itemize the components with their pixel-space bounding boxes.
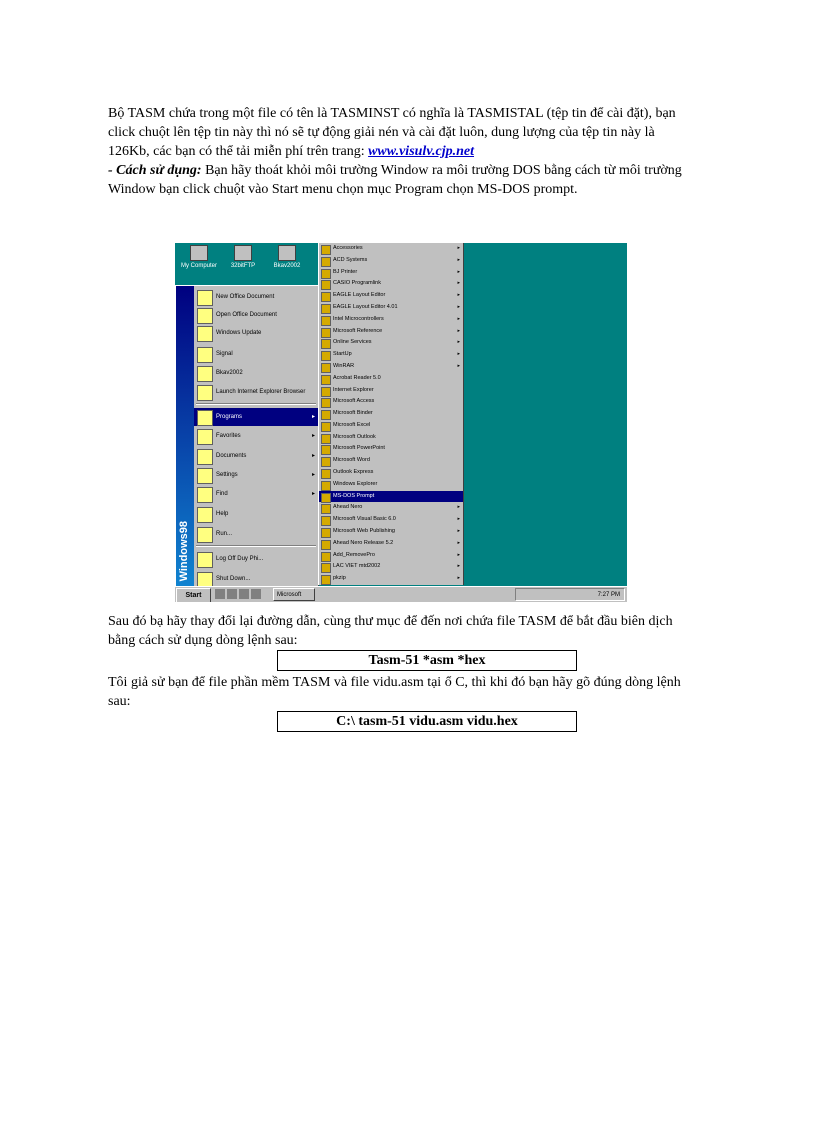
program-label: Ahead Nero Release 5.2 — [333, 539, 394, 546]
menu-item-icon — [197, 410, 213, 426]
quicklaunch-ie-icon[interactable] — [215, 589, 225, 599]
program-label: Windows Explorer — [333, 480, 378, 487]
programs-menu-item[interactable] — [319, 278, 463, 290]
program-icon — [321, 316, 331, 326]
submenu-arrow-icon: ▸ — [457, 563, 460, 570]
menu-separator — [196, 545, 316, 547]
program-label: CASIO Programlink — [333, 280, 381, 287]
submenu-arrow-icon: ▸ — [457, 315, 460, 322]
menu-item-label: Log Off Duy Phi... — [216, 556, 264, 562]
program-icon — [321, 481, 331, 491]
start-menu-item[interactable] — [194, 345, 318, 363]
programs-menu-item[interactable] — [319, 443, 463, 455]
menu-item-icon — [197, 449, 213, 465]
program-label: Add_RemovePro — [333, 551, 375, 558]
program-icon — [321, 387, 331, 397]
submenu-arrow-icon: ▸ — [457, 256, 460, 263]
submenu-arrow-icon: ▸ — [457, 245, 460, 251]
program-label: StartUp — [333, 351, 352, 358]
program-icon — [321, 422, 331, 432]
start-menu-item[interactable] — [194, 383, 318, 401]
programs-menu-item[interactable] — [319, 267, 463, 279]
programs-menu-item[interactable] — [319, 290, 463, 302]
program-label: EAGLE Layout Editor — [333, 292, 386, 299]
menu-item-icon — [197, 347, 213, 363]
menu-item-label: Windows Update — [216, 330, 262, 336]
start-menu-item[interactable] — [194, 306, 318, 324]
programs-menu-item[interactable] — [319, 573, 463, 585]
submenu-arrow-icon: ▸ — [457, 327, 460, 334]
programs-menu-item[interactable] — [319, 467, 463, 479]
programs-menu-item[interactable] — [319, 396, 463, 408]
menu-item-icon — [197, 507, 213, 523]
menu-item-label: Help — [216, 511, 229, 517]
program-icon — [321, 445, 331, 455]
program-label: ACD Systems — [333, 256, 368, 263]
program-label: Intel Microcontrollers — [333, 315, 384, 322]
program-label: Microsoft Word — [333, 457, 370, 464]
programs-menu-item[interactable] — [319, 326, 463, 338]
desktop-icon-ftp: 32bitFTP — [219, 245, 267, 269]
program-icon — [321, 304, 331, 314]
start-menu-item[interactable] — [194, 447, 318, 465]
start-menu-item[interactable] — [194, 364, 318, 382]
menu-item-label: Signal — [216, 351, 233, 357]
menu-item-label: Programs — [216, 414, 243, 420]
submenu-arrow-icon: ▸ — [457, 504, 460, 511]
program-label: MS-DOS Prompt — [333, 492, 375, 499]
program-label: Outlook Express — [333, 469, 374, 476]
programs-menu — [318, 243, 464, 585]
menu-item-label: Bkav2002 — [216, 370, 243, 376]
program-icon — [321, 575, 331, 585]
taskbar — [175, 586, 627, 602]
program-icon — [321, 292, 331, 302]
programs-menu-item[interactable] — [319, 561, 463, 573]
submenu-arrow-icon: ▸ — [457, 303, 460, 310]
start-menu-item[interactable] — [194, 485, 318, 503]
menu-separator — [196, 403, 316, 405]
program-label: Microsoft Outlook — [333, 433, 376, 440]
program-icon — [321, 280, 331, 290]
programs-menu-item[interactable] — [319, 455, 463, 467]
intro-text: Bộ TASM chứa trong một file có tên là TASMINST có nghĩa là TASMISTAL (tệp tin để cài đặt), bạn click chuột lên tệp tin này thì nó sẽ tự động giải nén và cài đặt luôn, dung lượng của tệp tin này là 126Kb, các bạn có thể tải miễn phí trên trang: — [108, 106, 676, 159]
taskbar-button-word[interactable]: Microsoft — [273, 588, 315, 601]
program-label: BJ Printer — [333, 268, 358, 275]
program-icon — [321, 363, 331, 373]
menu-item-icon — [197, 290, 213, 306]
menu-item-label: New Office Document — [216, 294, 275, 300]
program-icon — [321, 351, 331, 361]
submenu-arrow-icon: ▸ — [457, 528, 460, 535]
quicklaunch-channels-icon[interactable] — [251, 589, 261, 599]
computer-icon — [190, 245, 208, 261]
menu-item-label: Run... — [216, 531, 233, 537]
programs-menu-item[interactable] — [319, 255, 463, 267]
menu-item-icon — [197, 429, 213, 445]
start-menu-item[interactable] — [194, 324, 318, 342]
menu-item-label: Settings — [216, 472, 238, 478]
programs-menu-item[interactable] — [319, 432, 463, 444]
programs-menu-item[interactable] — [319, 373, 463, 385]
programs-menu-item[interactable] — [319, 538, 463, 550]
menu-item-label: Find — [216, 491, 228, 497]
program-label: Microsoft Excel — [333, 421, 371, 428]
program-label: Microsoft Web Publishing — [333, 528, 395, 535]
submenu-arrow-icon: ▸ — [311, 472, 315, 478]
program-label: Online Services — [333, 339, 372, 346]
submenu-arrow-icon: ▸ — [457, 551, 460, 558]
start-menu-item[interactable] — [194, 505, 318, 523]
submenu-arrow-icon: ▸ — [457, 539, 460, 546]
program-icon — [321, 257, 331, 267]
antivirus-icon — [278, 245, 296, 261]
start-menu-item[interactable] — [194, 466, 318, 484]
command-box-2: C:\ tasm-51 vidu.asm vidu.hex — [277, 711, 577, 732]
submenu-arrow-icon: ▸ — [457, 575, 460, 582]
menu-item-icon — [197, 487, 213, 503]
program-icon — [321, 398, 331, 408]
start-menu-item[interactable] — [194, 288, 318, 306]
program-label: Microsoft Reference — [333, 327, 383, 334]
menu-item-icon — [197, 468, 213, 484]
usage-heading: - Cách sử dụng: — [108, 163, 202, 178]
program-label: Microsoft PowerPoint — [333, 445, 385, 452]
menu-item-label: Shut Down... — [216, 576, 251, 582]
program-label: Ahead Nero — [333, 504, 363, 511]
programs-menu-item[interactable] — [319, 361, 463, 373]
submenu-arrow-icon: ▸ — [311, 491, 315, 497]
start-menu-item[interactable] — [194, 525, 318, 543]
program-label: Microsoft Binder — [333, 410, 373, 417]
program-icon — [321, 552, 331, 562]
program-label: LAC VIET mtd2002 — [333, 563, 381, 570]
instruction-paragraph: Tôi giả sử bạn để file phần mềm TASM và file vidu.asm tại ổ C, thì khi đó bạn hãy gõ đúng dòng lệnh sau: — [108, 675, 681, 709]
desktop-icon-bkav: Bkav2002 — [263, 245, 311, 269]
programs-menu-item[interactable] — [319, 337, 463, 349]
start-menu — [175, 285, 319, 588]
program-label: pkzip — [333, 575, 346, 582]
menu-item-label: Documents — [216, 453, 247, 459]
program-label: WinRAR — [333, 362, 355, 369]
intro-paragraph — [108, 104, 698, 199]
clock: 7:27 PM — [597, 592, 620, 598]
command-box-1: Tasm-51 *asm *hex — [277, 650, 577, 671]
program-icon — [321, 410, 331, 420]
menu-item-label: Open Office Document — [216, 312, 277, 318]
submenu-arrow-icon: ▸ — [311, 453, 315, 459]
ftp-icon — [234, 245, 252, 261]
submenu-arrow-icon: ▸ — [457, 280, 460, 287]
programs-menu-item[interactable] — [319, 420, 463, 432]
menu-item-icon — [197, 385, 213, 401]
start-button[interactable]: Start — [176, 588, 211, 602]
menu-item-label: Launch Internet Explorer Browser — [216, 389, 306, 395]
submenu-arrow-icon: ▸ — [457, 268, 460, 275]
programs-menu-item[interactable] — [319, 385, 463, 397]
programs-menu-item[interactable] — [319, 349, 463, 361]
website-link[interactable]: www.visulv.cjp.net — [368, 144, 475, 159]
program-label: Acrobat Reader 5.0 — [333, 374, 381, 381]
windows98-banner: Windows98 — [176, 286, 194, 587]
windows98-screenshot — [175, 243, 627, 602]
submenu-arrow-icon: ▸ — [457, 292, 460, 299]
programs-menu-item[interactable] — [319, 526, 463, 538]
program-icon — [321, 269, 331, 279]
programs-menu-item[interactable] — [319, 243, 463, 255]
programs-menu-item[interactable] — [319, 408, 463, 420]
usage-text: Bạn hãy thoát khỏi môi trường Window ra môi trường DOS bằng cách từ môi trường Window bạn click chuột vào Start menu chọn mục Program chọn MS-DOS prompt. — [108, 163, 682, 197]
quicklaunch-desktop-icon[interactable] — [227, 589, 237, 599]
start-menu-item[interactable] — [194, 550, 318, 568]
menu-item-icon — [197, 552, 213, 568]
start-menu-item[interactable] — [194, 427, 318, 445]
program-icon — [321, 540, 331, 550]
programs-menu-item[interactable] — [319, 550, 463, 562]
program-label: Accessories — [333, 245, 363, 251]
program-icon — [321, 328, 331, 338]
program-label: Microsoft Visual Basic 6.0 — [333, 516, 396, 523]
program-icon — [321, 493, 331, 503]
system-tray — [515, 588, 625, 601]
menu-item-label: Favorites — [216, 433, 241, 439]
submenu-arrow-icon: ▸ — [457, 516, 460, 523]
start-menu-item[interactable] — [194, 408, 318, 426]
program-icon — [321, 516, 331, 526]
programs-menu-item[interactable] — [319, 314, 463, 326]
programs-menu-item[interactable] — [319, 491, 463, 503]
submenu-arrow-icon: ▸ — [311, 414, 315, 420]
program-icon — [321, 504, 331, 514]
programs-menu-item[interactable] — [319, 302, 463, 314]
program-icon — [321, 339, 331, 349]
menu-item-icon — [197, 366, 213, 382]
program-icon — [321, 434, 331, 444]
program-icon — [321, 245, 331, 255]
programs-menu-item[interactable] — [319, 514, 463, 526]
program-icon — [321, 563, 331, 573]
menu-item-icon — [197, 527, 213, 543]
submenu-arrow-icon: ▸ — [457, 339, 460, 346]
program-icon — [321, 375, 331, 385]
program-icon — [321, 528, 331, 538]
program-icon — [321, 469, 331, 479]
program-icon — [321, 457, 331, 467]
programs-menu-item[interactable] — [319, 502, 463, 514]
program-label: Microsoft Access — [333, 398, 375, 405]
program-label: Internet Explorer — [333, 386, 374, 393]
path-paragraph: Sau đó bạ hãy thay đổi lại đường dẫn, cùng thư mục để đến nơi chứa file TASM để bắt đầu biên dịch bằng cách sử dụng dòng lệnh sau: — [108, 614, 673, 648]
program-label: EAGLE Layout Editor 4.01 — [333, 303, 398, 310]
quicklaunch-outlook-icon[interactable] — [239, 589, 249, 599]
menu-item-icon — [197, 326, 213, 342]
submenu-arrow-icon: ▸ — [311, 433, 315, 439]
submenu-arrow-icon: ▸ — [457, 362, 460, 369]
submenu-arrow-icon: ▸ — [457, 351, 460, 358]
desktop-icon-my-computer: My Computer — [175, 245, 223, 269]
programs-menu-item[interactable] — [319, 479, 463, 491]
menu-item-icon — [197, 308, 213, 324]
